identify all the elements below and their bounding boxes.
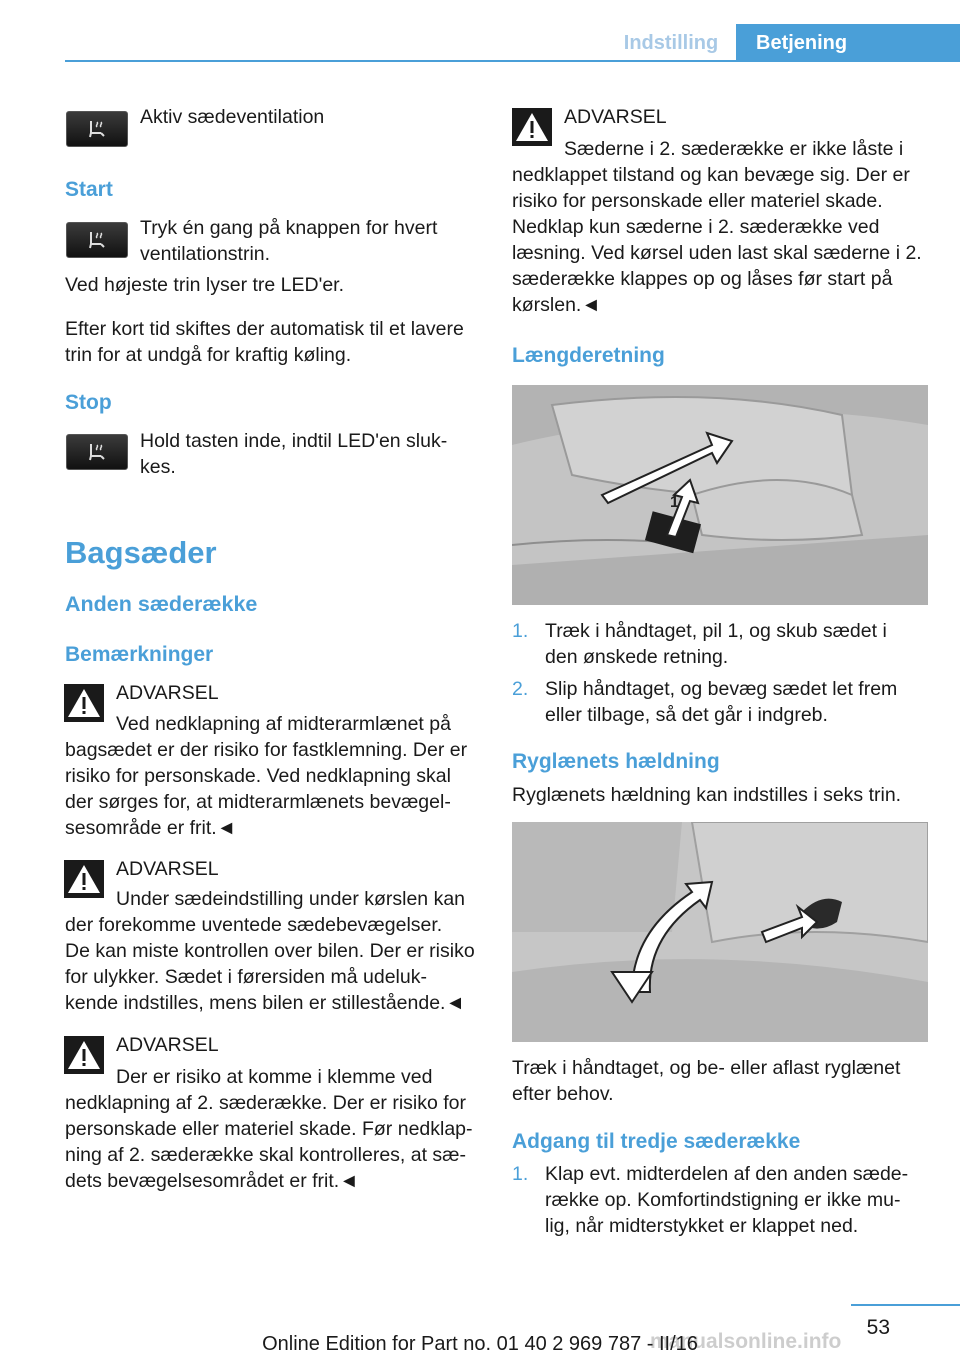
section-heading: Bagsæder [65, 535, 217, 570]
warning-title: ADVARSEL [564, 106, 667, 128]
list-item [512, 618, 928, 670]
warning-line: nedklapning af 2. sæderække. Der er risiko for [65, 1092, 467, 1114]
warning-line: kørslen.◄ [512, 294, 601, 316]
start-text-2: ventilationstrin. [140, 243, 271, 265]
warning-icon [64, 1036, 104, 1079]
step-text: række op. Komfortindstigning er ikke mu- [545, 1189, 901, 1211]
warning-line: bagsædet er der risiko for fastklemning. Der er [65, 739, 468, 761]
warning-line: Under sædeindstilling under kørslen kan [116, 888, 466, 910]
warning-line: dets bevægelsesområdet er frit.◄ [65, 1170, 359, 1192]
step-text: eller tilbage, så det går i indgreb. [545, 704, 828, 726]
watermark: manualsonline.info [650, 1330, 842, 1353]
list-item [512, 676, 928, 728]
warning-line: sesområde er frit.◄ [65, 817, 237, 839]
page-number: 53 [866, 1316, 890, 1339]
warning-line: der sørges for, at midterarmlænets bevægel- [65, 791, 451, 813]
footer-rule [851, 1304, 960, 1306]
seat-ventilation-button-icon-start [66, 222, 128, 258]
seat-recline-photo [512, 822, 928, 1042]
warning-icon [512, 108, 552, 151]
step-number: 2. [512, 678, 529, 700]
warning-title: ADVARSEL [116, 682, 219, 704]
warning-line: Sæderne i 2. sæderække er ikke låste i [564, 138, 904, 160]
edition-footer: Online Edition for Part no. 01 40 2 969 787 - II/16 [262, 1333, 698, 1355]
warning-line: De kan miste kontrollen over bilen. Der er risiko [65, 940, 475, 962]
stop-text-2: kes. [140, 456, 176, 478]
warning-line: ning af 2. sæderække skal kontrolleres, at sæ- [65, 1144, 467, 1166]
warning-line: risiko for personskade eller materiel skade. [512, 190, 883, 212]
length-steps [512, 618, 928, 728]
warning-title: ADVARSEL [116, 1034, 219, 1056]
arrow-label-1: 1 [670, 494, 679, 511]
recline-text: Ryglænets hældning kan indstilles i seks trin. [512, 784, 902, 806]
warning-line: nedklappet tilstand og kan bevæge sig. Der er [512, 164, 910, 186]
warning-line: Ved nedklapning af midterarmlænet på [116, 713, 451, 735]
warning-line: risiko for personskade. Ved nedklapning skal [65, 765, 451, 787]
tab-indstilling[interactable]: Indstilling [623, 31, 719, 54]
step-number: 1. [512, 620, 529, 642]
led-paragraph: Ved højeste trin lyser tre LED'er. [65, 274, 345, 296]
auto-paragraph-2: trin for at undgå for kraftig køling. [65, 344, 352, 366]
step-text: Slip håndtaget, og bevæg sædet let frem [545, 678, 898, 700]
recline-after-1: Træk i håndtaget, og be- eller aflast ryglænet [512, 1057, 901, 1079]
step-text: lig, når midterstykket er klappet ned. [545, 1215, 859, 1237]
auto-paragraph-1: Efter kort tid skiftes der automatisk til et lavere [65, 318, 464, 340]
seat-ventilation-button-icon-stop [66, 434, 128, 470]
step-text: den ønskede retning. [545, 646, 729, 668]
notes-heading: Bemærkninger [65, 643, 214, 666]
warning-title: ADVARSEL [116, 858, 219, 880]
warning-line: Der er risiko at komme i klemme ved [116, 1066, 433, 1088]
step-text: Klap evt. midterdelen af den anden sæde- [545, 1163, 909, 1185]
sub-heading: Anden sæderække [65, 592, 258, 616]
step-number: 1. [512, 1163, 529, 1185]
start-heading: Start [65, 178, 113, 201]
access-heading: Adgang til tredje sæderække [512, 1130, 801, 1153]
seat-length-photo [512, 385, 928, 605]
warning-line: personskade eller materiel skade. Før nedklap- [65, 1118, 473, 1140]
step-text: Træk i håndtaget, pil 1, og skub sædet i [545, 620, 887, 642]
access-steps [512, 1161, 928, 1239]
warning-icon [64, 860, 104, 903]
warning-line: sæderække klappes op og låses før start på [512, 268, 893, 290]
stop-heading: Stop [65, 391, 112, 414]
tab-betjening[interactable]: Betjening [736, 24, 960, 62]
recline-heading: Ryglænets hældning [512, 750, 720, 773]
warning-icon [64, 684, 104, 727]
start-text-1: Tryk én gang på knappen for hvert [140, 217, 438, 239]
icon-caption: Aktiv sædeventilation [140, 106, 325, 128]
warning-line: der forekomme uventede sædebevægelser. [65, 914, 443, 936]
seat-ventilation-button-icon [66, 111, 128, 147]
list-item [512, 1161, 928, 1239]
warning-line: for ulykker. Sædet i førersiden må udeluk- [65, 966, 427, 988]
warning-line: læsning. Ved kørsel uden last skal sæderne i 2. [512, 242, 922, 264]
stop-text-1: Hold tasten inde, indtil LED'en sluk- [140, 430, 448, 452]
warning-line: kende indstilles, mens bilen er stillestående.◄ [65, 992, 465, 1014]
header-rule [65, 60, 960, 62]
length-heading: Længderetning [512, 344, 665, 367]
recline-after-2: efter behov. [512, 1083, 614, 1105]
warning-line: Nedklap kun sæderne i 2. sæderække ved [512, 216, 880, 238]
